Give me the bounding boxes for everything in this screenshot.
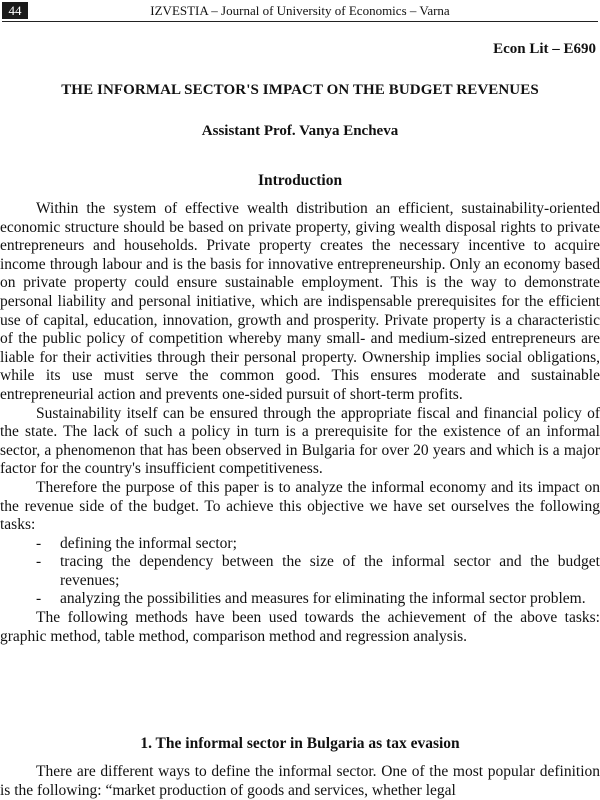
bullet-dash: - — [36, 553, 42, 571]
section-1-heading: 1. The informal sector in Bulgaria as tax evasion — [140, 735, 460, 752]
paper-author: Assistant Prof. Vanya Encheva — [201, 123, 399, 139]
task-list-item — [0, 553, 600, 590]
journal-title: IZVESTIA – Journal of University of Economics – Varna — [150, 3, 450, 18]
econlit-code: Econ Lit – E690 — [493, 41, 596, 57]
intro-paragraph-2: Sustainability itself can be ensured through the appropriate fiscal and financial policy of the state. The lack of such a policy in turn is a prerequisite for the existence of an informal sector, a phenomenon that has been observed in Bulgaria for over 20 years and which is a major factor for the country's insufficient competitiveness. — [0, 404, 600, 478]
paper-title: THE INFORMAL SECTOR'S IMPACT ON THE BUDGET REVENUES — [61, 82, 539, 98]
task-text: defining the informal sector; — [60, 534, 237, 552]
intro-closing-paragraph: The following methods have been used towards the achievement of the above tasks: graphic method, table method, comparison method and regression analysis. — [0, 609, 600, 645]
header-rule — [2, 21, 598, 22]
page-number: 44 — [2, 2, 28, 19]
running-header — [0, 0, 600, 22]
task-text: tracing the dependency between the size of the informal sector and the budget revenues; — [60, 553, 600, 589]
introduction-body — [0, 200, 600, 646]
task-list-item — [0, 590, 600, 609]
section-1-paragraph: There are different ways to define the informal sector. One of the most popular definition is the following: “market production of goods and services, whether legal — [0, 763, 600, 799]
task-list-item — [0, 535, 600, 554]
intro-paragraph-3: Therefore the purpose of this paper is to analyze the informal economy and its impact on the revenue side of the budget. To achieve this objective we have set ourselves the following tasks: — [0, 478, 600, 534]
section-1-body — [0, 763, 600, 800]
bullet-dash: - — [36, 534, 42, 552]
bullet-dash: - — [36, 590, 42, 608]
task-text: analyzing the possibilities and measures for eliminating the informal sector problem. — [60, 590, 586, 608]
task-list — [0, 535, 600, 609]
introduction-heading: Introduction — [257, 172, 343, 189]
intro-paragraph-1: Within the system of effective wealth distribution an efficient, sustainability-oriented economic structure should be based on private property, giving wealth disposal rights to private entrepreneurs and households. Private property creates the necessary incentive to acquire income through labour and is the basis for innovative entrepreneurship. Only an economy based on private property could ensure sustainable employment. This is the way to demonstrate personal liability and personal initiative, which are indispensable prerequisites for the efficient use of capital, education, innovation, growth and prosperity. Private property is a characteristic of the public policy of competition whereby many small- and medium-sized entrepreneurs are liable for their activities through their personal property. Ownership implies social obligations, while its use must serve the common good. This ensures moderate and sustainable entrepreneurial action and prevents one-sided pursuit of short-term profits. — [0, 200, 600, 403]
